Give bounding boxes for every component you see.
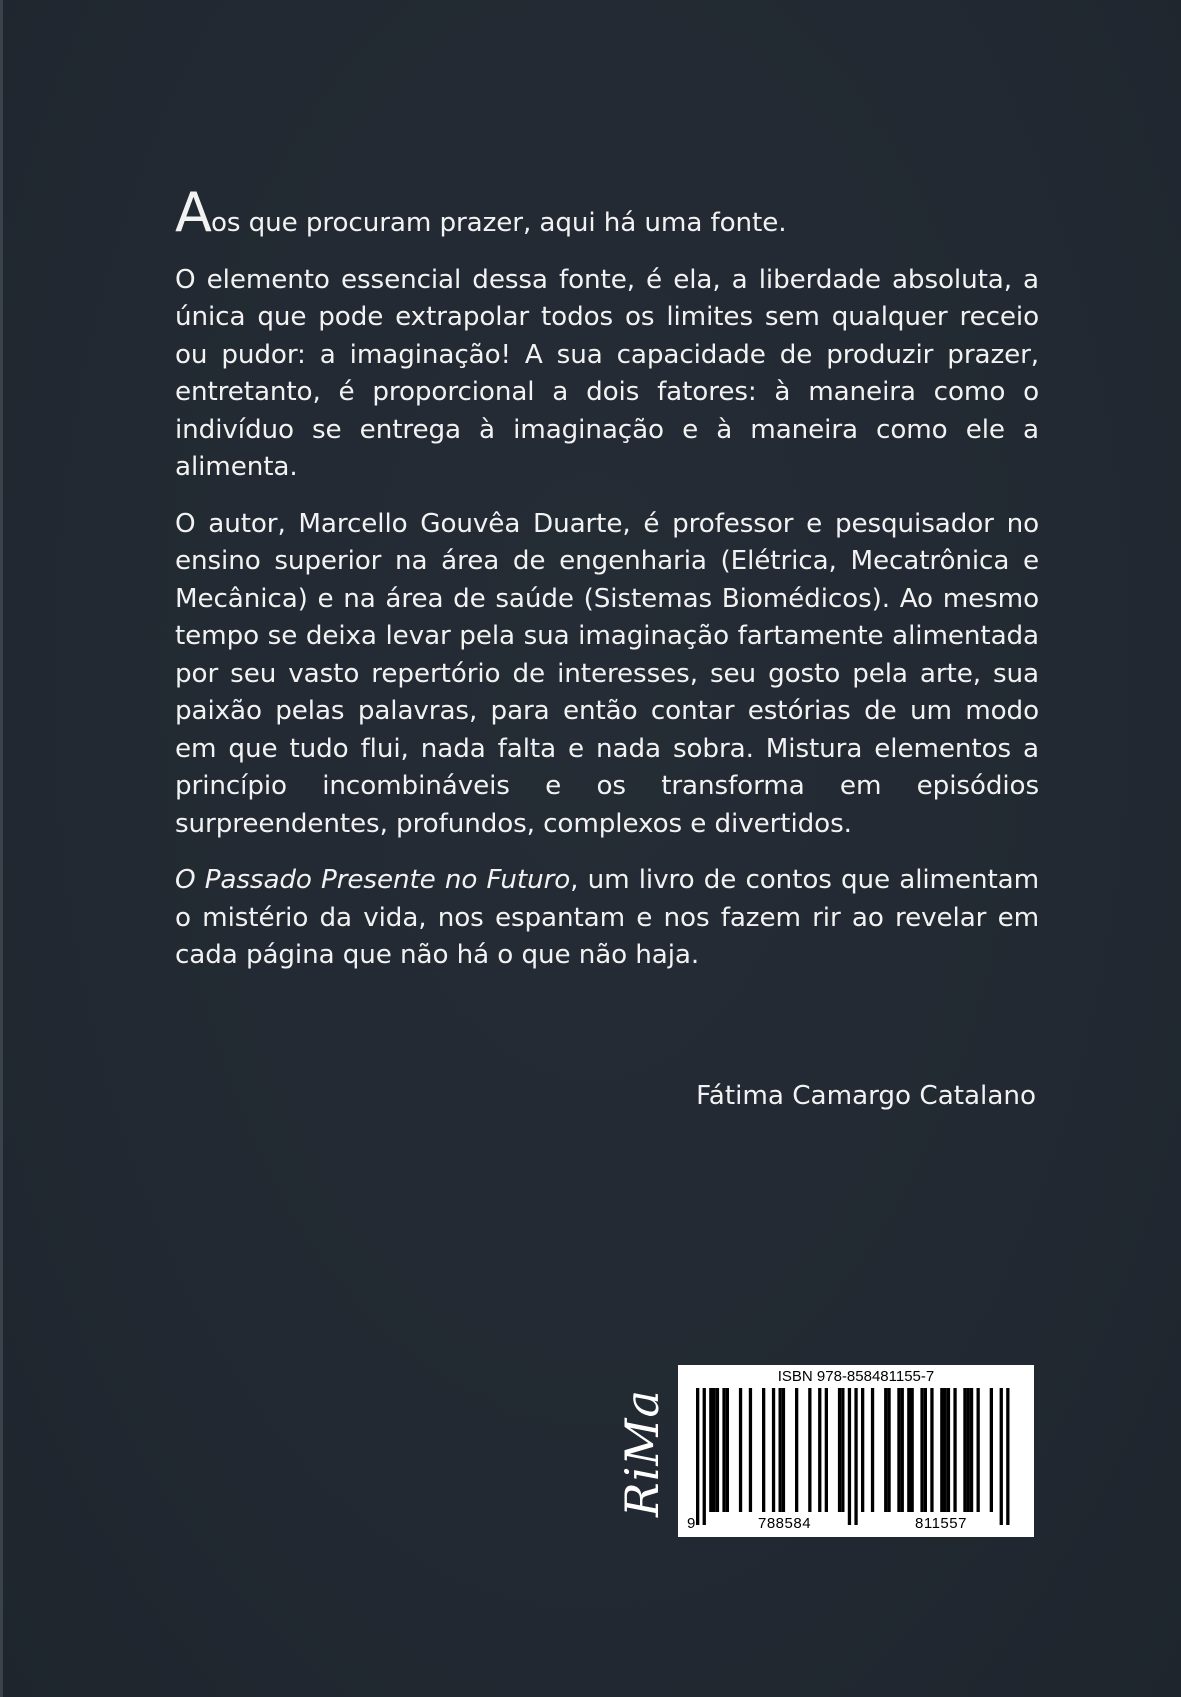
blurb-text xyxy=(175,181,1040,994)
barcode-bar-8 xyxy=(722,1388,725,1512)
barcode-bar-13 xyxy=(739,1388,742,1512)
opening-paragraph xyxy=(175,181,1039,244)
barcode-bar-75 xyxy=(944,1388,947,1512)
publisher-logo xyxy=(615,1365,669,1540)
barcode-bar-39 xyxy=(825,1388,828,1512)
opening-text: os que procuram prazer, aqui há uma fonte. xyxy=(210,208,787,238)
barcode-bar-4 xyxy=(709,1388,712,1512)
barcode-bar-16 xyxy=(749,1388,752,1512)
paragraph-book xyxy=(175,862,1039,975)
book-title: O Passado Presente no Futuro xyxy=(175,865,571,895)
barcode-bar-6 xyxy=(716,1388,719,1512)
barcode-first-digit: 9 xyxy=(687,1515,696,1532)
isbn-barcode xyxy=(678,1365,1034,1537)
barcode-bar-58 xyxy=(887,1388,890,1512)
blurb-signature: Fátima Camargo Catalano xyxy=(696,1081,1036,1111)
barcode-bar-81 xyxy=(963,1388,966,1512)
barcode-bar-43 xyxy=(838,1388,841,1512)
barcode-bar-5 xyxy=(713,1388,716,1512)
barcode-bar-82 xyxy=(967,1388,970,1512)
barcode-bar-50 xyxy=(861,1388,864,1512)
barcode-bar-34 xyxy=(808,1388,811,1512)
barcode-bar-85 xyxy=(977,1388,980,1512)
barcode-bar-53 xyxy=(871,1388,874,1512)
barcode-right-digits: 811557 xyxy=(915,1515,967,1532)
barcode-bar-48 xyxy=(854,1388,857,1525)
barcode-bar-64 xyxy=(907,1388,910,1512)
paragraph-author: O autor, Marcello Gouvêa Duarte, é professor e pesquisador no ensino superior na área de engenharia (Elétrica, Mecatrônica e Mecânica) e na área de saúde (Sistemas Biomédicos). Ao mesmo tempo se deixa levar pela sua imaginação fartamente alimentada por seu vasto repertório de interesses, seu gosto pela arte, sua paixão pelas palavras, para então contar estórias de um modo em que tudo flui, nada falta e nada sobra. Mistura elementos a princípio incombináveis e os transforma em episódios surpreendentes, profundos, complexos e divertidos. xyxy=(175,508,1039,839)
barcode-bar-71 xyxy=(930,1388,933,1512)
barcode-bar-76 xyxy=(947,1388,950,1512)
barcode-bar-94 xyxy=(1006,1388,1009,1525)
barcode-bar-30 xyxy=(795,1388,798,1512)
barcode-bar-78 xyxy=(953,1388,956,1512)
barcode-bar-68 xyxy=(920,1388,923,1512)
barcode-bar-44 xyxy=(841,1388,844,1512)
barcode-bar-61 xyxy=(897,1388,900,1512)
barcode-bar-2 xyxy=(703,1388,706,1525)
isbn-label: ISBN 978-858481155-7 xyxy=(777,1368,935,1385)
book-description: , um livro de contos que alimentam o mistério da vida, nos espantam e nos fazem rir ao revelar em cada página que não há o que não haja. xyxy=(175,865,1040,970)
barcode-bar-74 xyxy=(940,1388,943,1512)
barcode-bar-26 xyxy=(782,1388,785,1512)
barcode-bar-23 xyxy=(772,1388,775,1512)
barcode-left-digits: 788584 xyxy=(758,1515,812,1532)
barcode-bar-37 xyxy=(818,1388,821,1512)
publisher-logo-text: RiMa xyxy=(615,1388,669,1517)
barcode-bar-9 xyxy=(726,1388,729,1512)
barcode-bar-20 xyxy=(762,1388,765,1512)
paragraph-imagination: O elemento essencial dessa fonte, é ela, a liberdade absoluta, a única que pode extrapolar todos os limites sem qualquer receio ou pudor: a imaginação! A sua capacidade de produzir prazer, entretanto, é proporcional a dois fatores: à maneira como o indivíduo se entrega à imaginação e à maneira como ele a alimenta. xyxy=(175,264,1039,482)
barcode-bar-62 xyxy=(901,1388,904,1512)
barcode-bar-83 xyxy=(970,1388,973,1512)
barcode-bar-69 xyxy=(924,1388,927,1512)
barcode-bars xyxy=(678,1365,1034,1537)
drop-cap: A xyxy=(175,181,211,244)
barcode-bar-46 xyxy=(848,1388,851,1525)
barcode-bar-57 xyxy=(884,1388,887,1512)
barcode-bar-0 xyxy=(696,1388,699,1525)
barcode-bar-25 xyxy=(779,1388,782,1512)
barcode-bar-89 xyxy=(990,1388,993,1512)
barcode-bar-65 xyxy=(911,1388,914,1512)
barcode-bar-92 xyxy=(1000,1388,1003,1525)
